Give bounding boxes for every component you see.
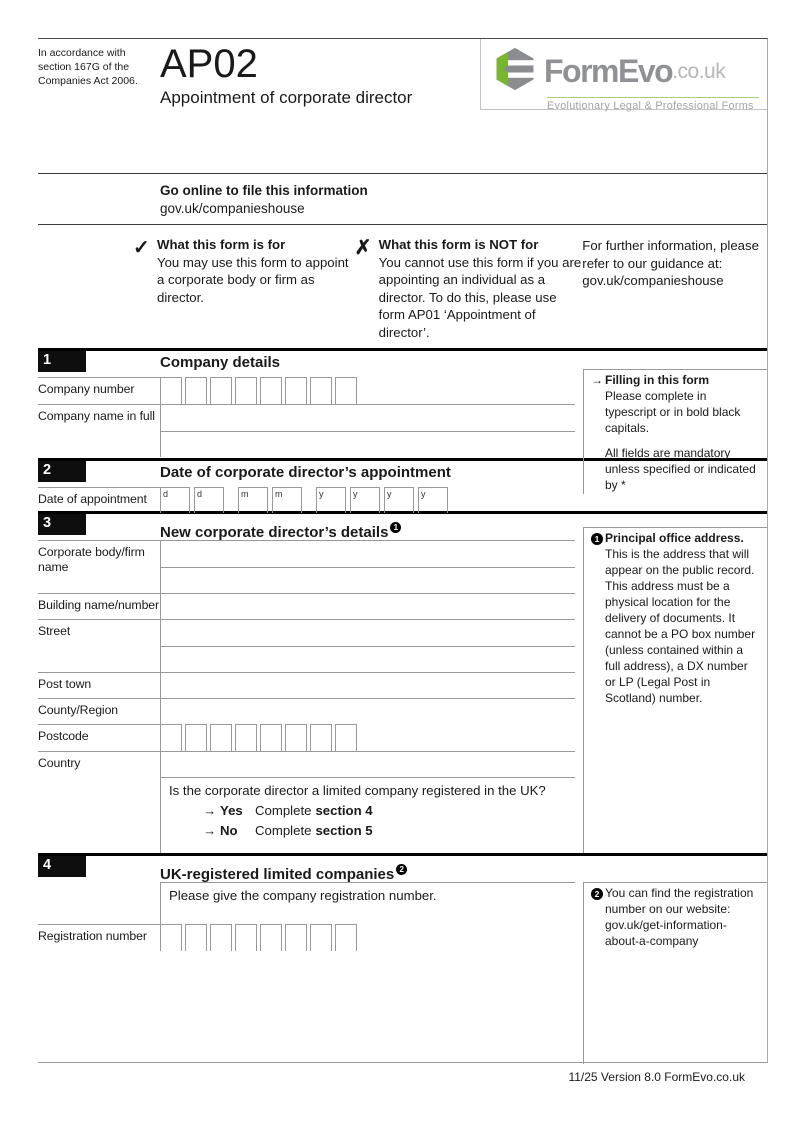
section-2-main: [38, 461, 575, 511]
section-2-notes: [575, 461, 767, 511]
char-box[interactable]: [235, 377, 257, 404]
section-number-badge: 2: [38, 461, 86, 482]
registration-number-note: [583, 882, 767, 1064]
section-4-header: [38, 856, 575, 882]
post-town-input[interactable]: [160, 672, 575, 698]
registration-number-label: Registration number: [38, 924, 160, 950]
circled-1-icon: 1: [591, 531, 605, 547]
spacer: [38, 567, 160, 593]
form-sheet: [38, 38, 768, 1063]
country-row: [38, 751, 575, 777]
note1-body: This is the address that will appear on the public record. This address must be a physical location for the delivery of documents. It cannot be a PO box number (unless contained within a full address), a DX number or LP (Legal Post in Scotland) number.: [605, 546, 756, 705]
option-no: [203, 822, 575, 840]
section-number-badge: 3: [38, 514, 86, 535]
arrow-icon: →: [203, 802, 217, 818]
uk-registered-question-box: [160, 777, 575, 853]
note1-title: Principal office address.: [605, 531, 744, 545]
section-number-badge: 1: [38, 351, 86, 372]
cross-icon: ✗: [354, 237, 372, 259]
char-box[interactable]: [285, 924, 307, 951]
box-letter: d: [197, 489, 203, 499]
formevo-logo: [480, 39, 767, 110]
country-input[interactable]: [160, 751, 575, 777]
postcode-boxes: [160, 724, 360, 751]
section-1-header: [38, 351, 575, 377]
char-box[interactable]: [160, 924, 182, 951]
char-box[interactable]: [335, 724, 357, 751]
company-name-row: [38, 404, 575, 431]
section-2-title: Date of corporate director’s appointment: [160, 464, 451, 481]
section-3-notes: [575, 514, 767, 853]
company-number-boxes: [160, 377, 360, 404]
go-online-strip: [38, 173, 767, 225]
street-label: Street: [38, 619, 160, 646]
form-title: Appointment of corporate director: [160, 88, 413, 107]
company-name-input-line2[interactable]: [160, 431, 575, 457]
for-text: [157, 236, 355, 348]
section-1-notes: [575, 351, 767, 492]
section-4-title-text: UK-registered limited companies: [160, 866, 395, 883]
section-3-new-director-details: [38, 511, 767, 853]
company-number-label: Company number: [38, 377, 160, 404]
yes-label: Yes: [220, 802, 243, 818]
circled-2-icon: 2: [591, 886, 605, 950]
section-4-notes: [575, 856, 767, 1064]
box-letter: y: [421, 489, 426, 499]
post-town-row: [38, 672, 575, 698]
box-letter: d: [163, 489, 169, 499]
firm-name-input-line1[interactable]: [160, 540, 575, 567]
registration-number-boxes: [160, 924, 360, 951]
note-head: [591, 531, 759, 547]
not-for-title: What this form is NOT for: [378, 237, 539, 252]
note2-body: You can find the registration number on our website: gov.uk/get-information-about-a-company: [605, 886, 754, 948]
formevo-logo-icon: [493, 47, 537, 96]
char-box[interactable]: [260, 924, 282, 951]
note-head: [591, 886, 759, 950]
street-input-line2[interactable]: [160, 646, 575, 672]
no-instruction: Complete: [255, 822, 312, 838]
company-name-row2: [38, 431, 575, 457]
char-box[interactable]: [285, 724, 307, 751]
spacer: [38, 646, 160, 672]
char-box[interactable]: [210, 724, 232, 751]
company-number-row: [38, 377, 575, 404]
form-code: AP02: [160, 42, 258, 86]
char-box[interactable]: [160, 377, 182, 404]
logo-name: FormEvo: [544, 53, 673, 89]
char-box[interactable]: [185, 724, 207, 751]
logo-tagline: Evolutionary Legal & Professional Forms: [547, 97, 759, 112]
char-box[interactable]: [310, 924, 332, 951]
char-box[interactable]: [335, 377, 357, 404]
date-year-box[interactable]: [316, 487, 346, 513]
company-name-input-line1[interactable]: [160, 404, 575, 431]
filling-body1: Please complete in typescript or in bold black capitals.: [605, 388, 741, 435]
no-label: No: [220, 822, 238, 838]
yes-instruction: Complete: [255, 802, 312, 818]
street-row: [38, 619, 575, 646]
date-year-box[interactable]: [418, 487, 448, 513]
what-form-is-not-for: [355, 236, 583, 348]
firm-name-input-line2[interactable]: [160, 567, 575, 593]
char-box[interactable]: [310, 377, 332, 404]
guidance-note: For further information, please refer to our guidance at: gov.uk/companieshouse: [582, 238, 759, 289]
filling-title: Filling in this form: [605, 373, 709, 387]
section-1-title: Company details: [160, 354, 281, 371]
date-year-box[interactable]: [350, 487, 380, 513]
go-online-url: gov.uk/companieshouse: [160, 201, 305, 217]
go-online-title: Go online to file this information: [160, 183, 368, 198]
date-boxes: [160, 487, 452, 513]
firm-name-row2: [38, 567, 575, 593]
arrow-icon: →: [591, 373, 603, 387]
company-name-label: Company name in full: [38, 404, 160, 431]
for-title: What this form is for: [157, 237, 286, 252]
building-input[interactable]: [160, 593, 575, 619]
char-box[interactable]: [310, 724, 332, 751]
char-box[interactable]: [260, 377, 282, 404]
date-day-box[interactable]: [160, 487, 190, 513]
date-month-box[interactable]: [272, 487, 302, 513]
street-row2: [38, 646, 575, 672]
building-label: Building name/number: [38, 593, 160, 619]
section-2-header: [38, 461, 575, 487]
section-4-title: [160, 856, 407, 882]
option-yes: [203, 802, 575, 820]
char-box[interactable]: [235, 724, 257, 751]
char-box[interactable]: [185, 924, 207, 951]
check-icon: ✓: [133, 237, 150, 259]
circled-2-icon: 2: [396, 859, 407, 876]
post-town-label: Post town: [38, 672, 160, 698]
county-label: County/Region: [38, 698, 160, 724]
box-letter: m: [275, 489, 283, 499]
not-for-text: [379, 236, 583, 348]
box-letter: y: [319, 489, 324, 499]
date-month-box[interactable]: [238, 487, 268, 513]
footer-version-text: 11/25 Version 8.0 FormEvo.co.uk: [568, 1070, 745, 1084]
section-4-main: [38, 856, 575, 1064]
postcode-row: [38, 724, 575, 751]
question-text: Is the corporate director a limited company registered in the UK?: [169, 783, 546, 798]
statute-text: In accordance with section 167G of the Companies Act 2006.: [38, 47, 138, 87]
section-2-date-of-appointment: [38, 458, 767, 511]
registration-instruction-box: Please give the company registration number.: [160, 882, 575, 924]
char-box[interactable]: [210, 924, 232, 951]
char-box[interactable]: [285, 377, 307, 404]
section-3-title-text: New corporate director’s details: [160, 524, 389, 541]
char-box[interactable]: [335, 924, 357, 951]
char-box[interactable]: [260, 724, 282, 751]
date-of-appointment-row: [38, 487, 575, 513]
section-3-title: [160, 514, 401, 540]
registration-number-row: [38, 924, 575, 950]
box-letter: m: [241, 489, 249, 499]
box-letter: y: [387, 489, 392, 499]
char-box[interactable]: [160, 724, 182, 751]
section-number-badge: 4: [38, 856, 86, 877]
logo-suffix: .co.uk: [672, 59, 726, 83]
street-input-line1[interactable]: [160, 619, 575, 646]
not-for-body: You cannot use this form if you are appointing an individual as a director. To do this, please use form AP01 ‘Appointment of director’.: [378, 254, 582, 340]
date-day-box[interactable]: [194, 487, 224, 513]
logo-row: [493, 47, 759, 96]
firm-name-row: [38, 540, 575, 575]
county-row: [38, 698, 575, 724]
what-form-is-for: [133, 236, 355, 348]
circled-1-icon: 1: [390, 517, 401, 534]
section-1-main: [38, 351, 575, 458]
postcode-label: Postcode: [38, 724, 160, 751]
note-head: [591, 373, 759, 389]
char-box[interactable]: [210, 377, 232, 404]
yes-section-ref: section 4: [315, 802, 373, 818]
date-year-box[interactable]: [384, 487, 414, 513]
char-box[interactable]: [235, 924, 257, 951]
section-3-main: [38, 514, 575, 853]
title-block: [160, 44, 412, 108]
county-input[interactable]: [160, 698, 575, 724]
country-label: Country: [38, 751, 160, 777]
for-body: You may use this form to appoint a corporate body or firm as director.: [157, 254, 349, 305]
spacer: [38, 431, 160, 457]
building-row: [38, 593, 575, 619]
principal-office-note: [583, 527, 767, 853]
filling-body2: All fields are mandatory unless specified or indicated by *: [605, 445, 756, 492]
header: [38, 39, 767, 173]
box-letter: y: [353, 489, 358, 499]
arrow-icon: →: [203, 822, 217, 838]
no-section-ref: section 5: [315, 822, 373, 838]
intro-section: [38, 225, 767, 348]
firm-name-label: Corporate body/firm name: [38, 540, 160, 567]
char-box[interactable]: [185, 377, 207, 404]
date-label: Date of appointment: [38, 487, 160, 513]
section-4-uk-registered-companies: [38, 853, 767, 1064]
section-3-header: [38, 514, 575, 540]
